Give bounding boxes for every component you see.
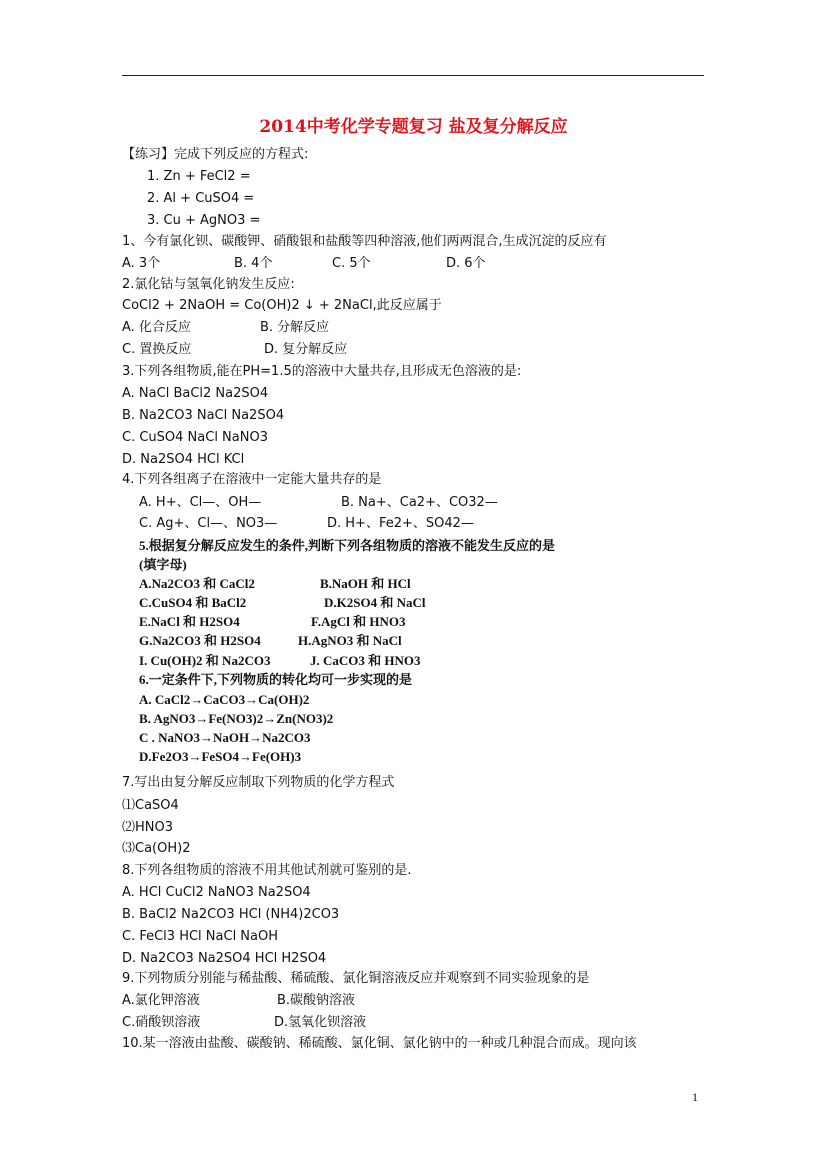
- option: C.CuSO4 和 BaCl2: [139, 595, 247, 610]
- question-5-options-row: [139, 575, 411, 593]
- question-2-options-row: [122, 341, 347, 359]
- option: C. 5个: [332, 256, 371, 271]
- page-number: 1: [692, 1090, 698, 1104]
- option: D.K2SO4 和 NaCl: [324, 595, 426, 610]
- list-item: ⑴CaSO4: [122, 798, 179, 813]
- question-1-options: [122, 255, 486, 273]
- question-2-stem: 2.氯化钴与氢氧化钠发生反应:: [122, 277, 295, 292]
- option: D. Na2CO3 Na2SO4 HCl H2SO4: [122, 951, 327, 966]
- option: A. H+、Cl—、OH—: [139, 495, 262, 510]
- option: D.Fe2O3→FeSO4→Fe(OH)3: [139, 749, 302, 764]
- option: B. 分解反应: [260, 320, 330, 335]
- option: B. AgNO3→Fe(NO3)2→Zn(NO3)2: [139, 711, 334, 726]
- option: C.硝酸钡溶液: [122, 1015, 201, 1030]
- option: H.AgNO3 和 NaCl: [298, 633, 402, 648]
- question-9-stem: 9.下列物质分别能与稀盐酸、稀硫酸、氯化铜溶液反应并观察到不同实验现象的是: [122, 971, 590, 986]
- exercise-header: 【练习】完成下列反应的方程式:: [122, 147, 309, 162]
- option: D. 复分解反应: [264, 342, 348, 357]
- question-5-stem-note: (填字母): [139, 557, 187, 572]
- option: A.氯化钾溶液: [122, 993, 200, 1008]
- question-4-options-row: [139, 515, 474, 533]
- option: D. H+、Fe2+、SO42—: [327, 516, 474, 531]
- option: F.AgCl 和 HNO3: [311, 614, 406, 629]
- exercise-item: 1. Zn + FeCl2 =: [147, 169, 251, 184]
- option: C. Ag+、Cl—、NO3—: [139, 516, 278, 531]
- question-1-stem: 1、今有氯化钡、碳酸钾、硝酸银和盐酸等四种溶液,他们两两混合,生成沉淀的反应有: [122, 234, 607, 249]
- question-7-stem: 7.写出由复分解反应制取下列物质的化学方程式: [122, 775, 395, 790]
- option: A. CaCl2→CaCO3→Ca(OH)2: [139, 692, 310, 707]
- exercise-item: 3. Cu + AgNO3 =: [147, 213, 261, 228]
- option: A. NaCl BaCl2 Na2SO4: [122, 386, 269, 401]
- question-6-stem: 6.一定条件下,下列物质的转化均可一步实现的是: [139, 672, 413, 687]
- option: B. BaCl2 Na2CO3 HCl (NH4)2CO3: [122, 907, 340, 922]
- option: A. 化合反应: [122, 320, 191, 335]
- question-4-stem: 4.下列各组离子在溶液中一定能大量共存的是: [122, 472, 382, 487]
- question-10-stem: 10.某一溶液由盐酸、碳酸钠、稀硫酸、氯化铜、氯化钠中的一种或几种混合而成。现向该: [122, 1036, 637, 1051]
- option: C. CuSO4 NaCl NaNO3: [122, 430, 268, 445]
- question-2-options-row: [122, 319, 329, 337]
- option: J. CaCO3 和 HNO3: [310, 653, 421, 668]
- option: D. 6个: [446, 256, 486, 271]
- option: B.碳酸钠溶液: [277, 993, 356, 1008]
- question-5-options-row: [139, 613, 406, 631]
- question-4-options-row: [139, 494, 498, 512]
- question-8-stem: 8.下列各组物质的溶液不用其他试剂就可鉴别的是.: [122, 863, 412, 878]
- list-item: ⑶Ca(OH)2: [122, 841, 191, 856]
- question-5-options-row: [139, 632, 402, 650]
- option: B. 4个: [234, 256, 273, 271]
- list-item: ⑵HNO3: [122, 820, 174, 835]
- option: I. Cu(OH)2 和 Na2CO3: [139, 653, 271, 668]
- option: B. Na+、Ca2+、CO32—: [341, 495, 498, 510]
- option: A.Na2CO3 和 CaCl2: [139, 576, 255, 591]
- option: E.NaCl 和 H2SO4: [139, 614, 240, 629]
- header-rule: [122, 75, 704, 76]
- option: G.Na2CO3 和 H2SO4: [139, 633, 261, 648]
- document-title: 2014中考化学专题复习 盐及复分解反应: [259, 117, 568, 137]
- question-5-options-row: [139, 594, 425, 612]
- option: A. HCl CuCl2 NaNO3 Na2SO4: [122, 885, 311, 900]
- option: D.氢氧化钡溶液: [274, 1015, 367, 1030]
- question-3-stem: 3.下列各组物质,能在PH=1.5的溶液中大量共存,且形成无色溶液的是:: [122, 364, 522, 379]
- option: C . NaNO3→NaOH→Na2CO3: [139, 730, 311, 745]
- exercise-item: 2. Al + CuSO4 =: [147, 191, 255, 206]
- question-5-stem: 5.根据复分解反应发生的条件,判断下列各组物质的溶液不能发生反应的是: [139, 538, 556, 553]
- question-9-options-row: [122, 992, 355, 1010]
- option: C. 置换反应: [122, 342, 192, 357]
- option: D. Na2SO4 HCl KCl: [122, 452, 245, 467]
- question-5-options-row: [139, 652, 421, 670]
- question-2-equation: CoCl2 + 2NaOH = Co(OH)2 ↓ + 2NaCl,此反应属于: [122, 298, 442, 313]
- question-9-options-row: [122, 1014, 366, 1032]
- option: C. FeCl3 HCl NaCl NaOH: [122, 929, 279, 944]
- option: B.NaOH 和 HCl: [320, 576, 411, 591]
- option: A. 3个: [122, 256, 161, 271]
- option: B. Na2CO3 NaCl Na2SO4: [122, 408, 285, 423]
